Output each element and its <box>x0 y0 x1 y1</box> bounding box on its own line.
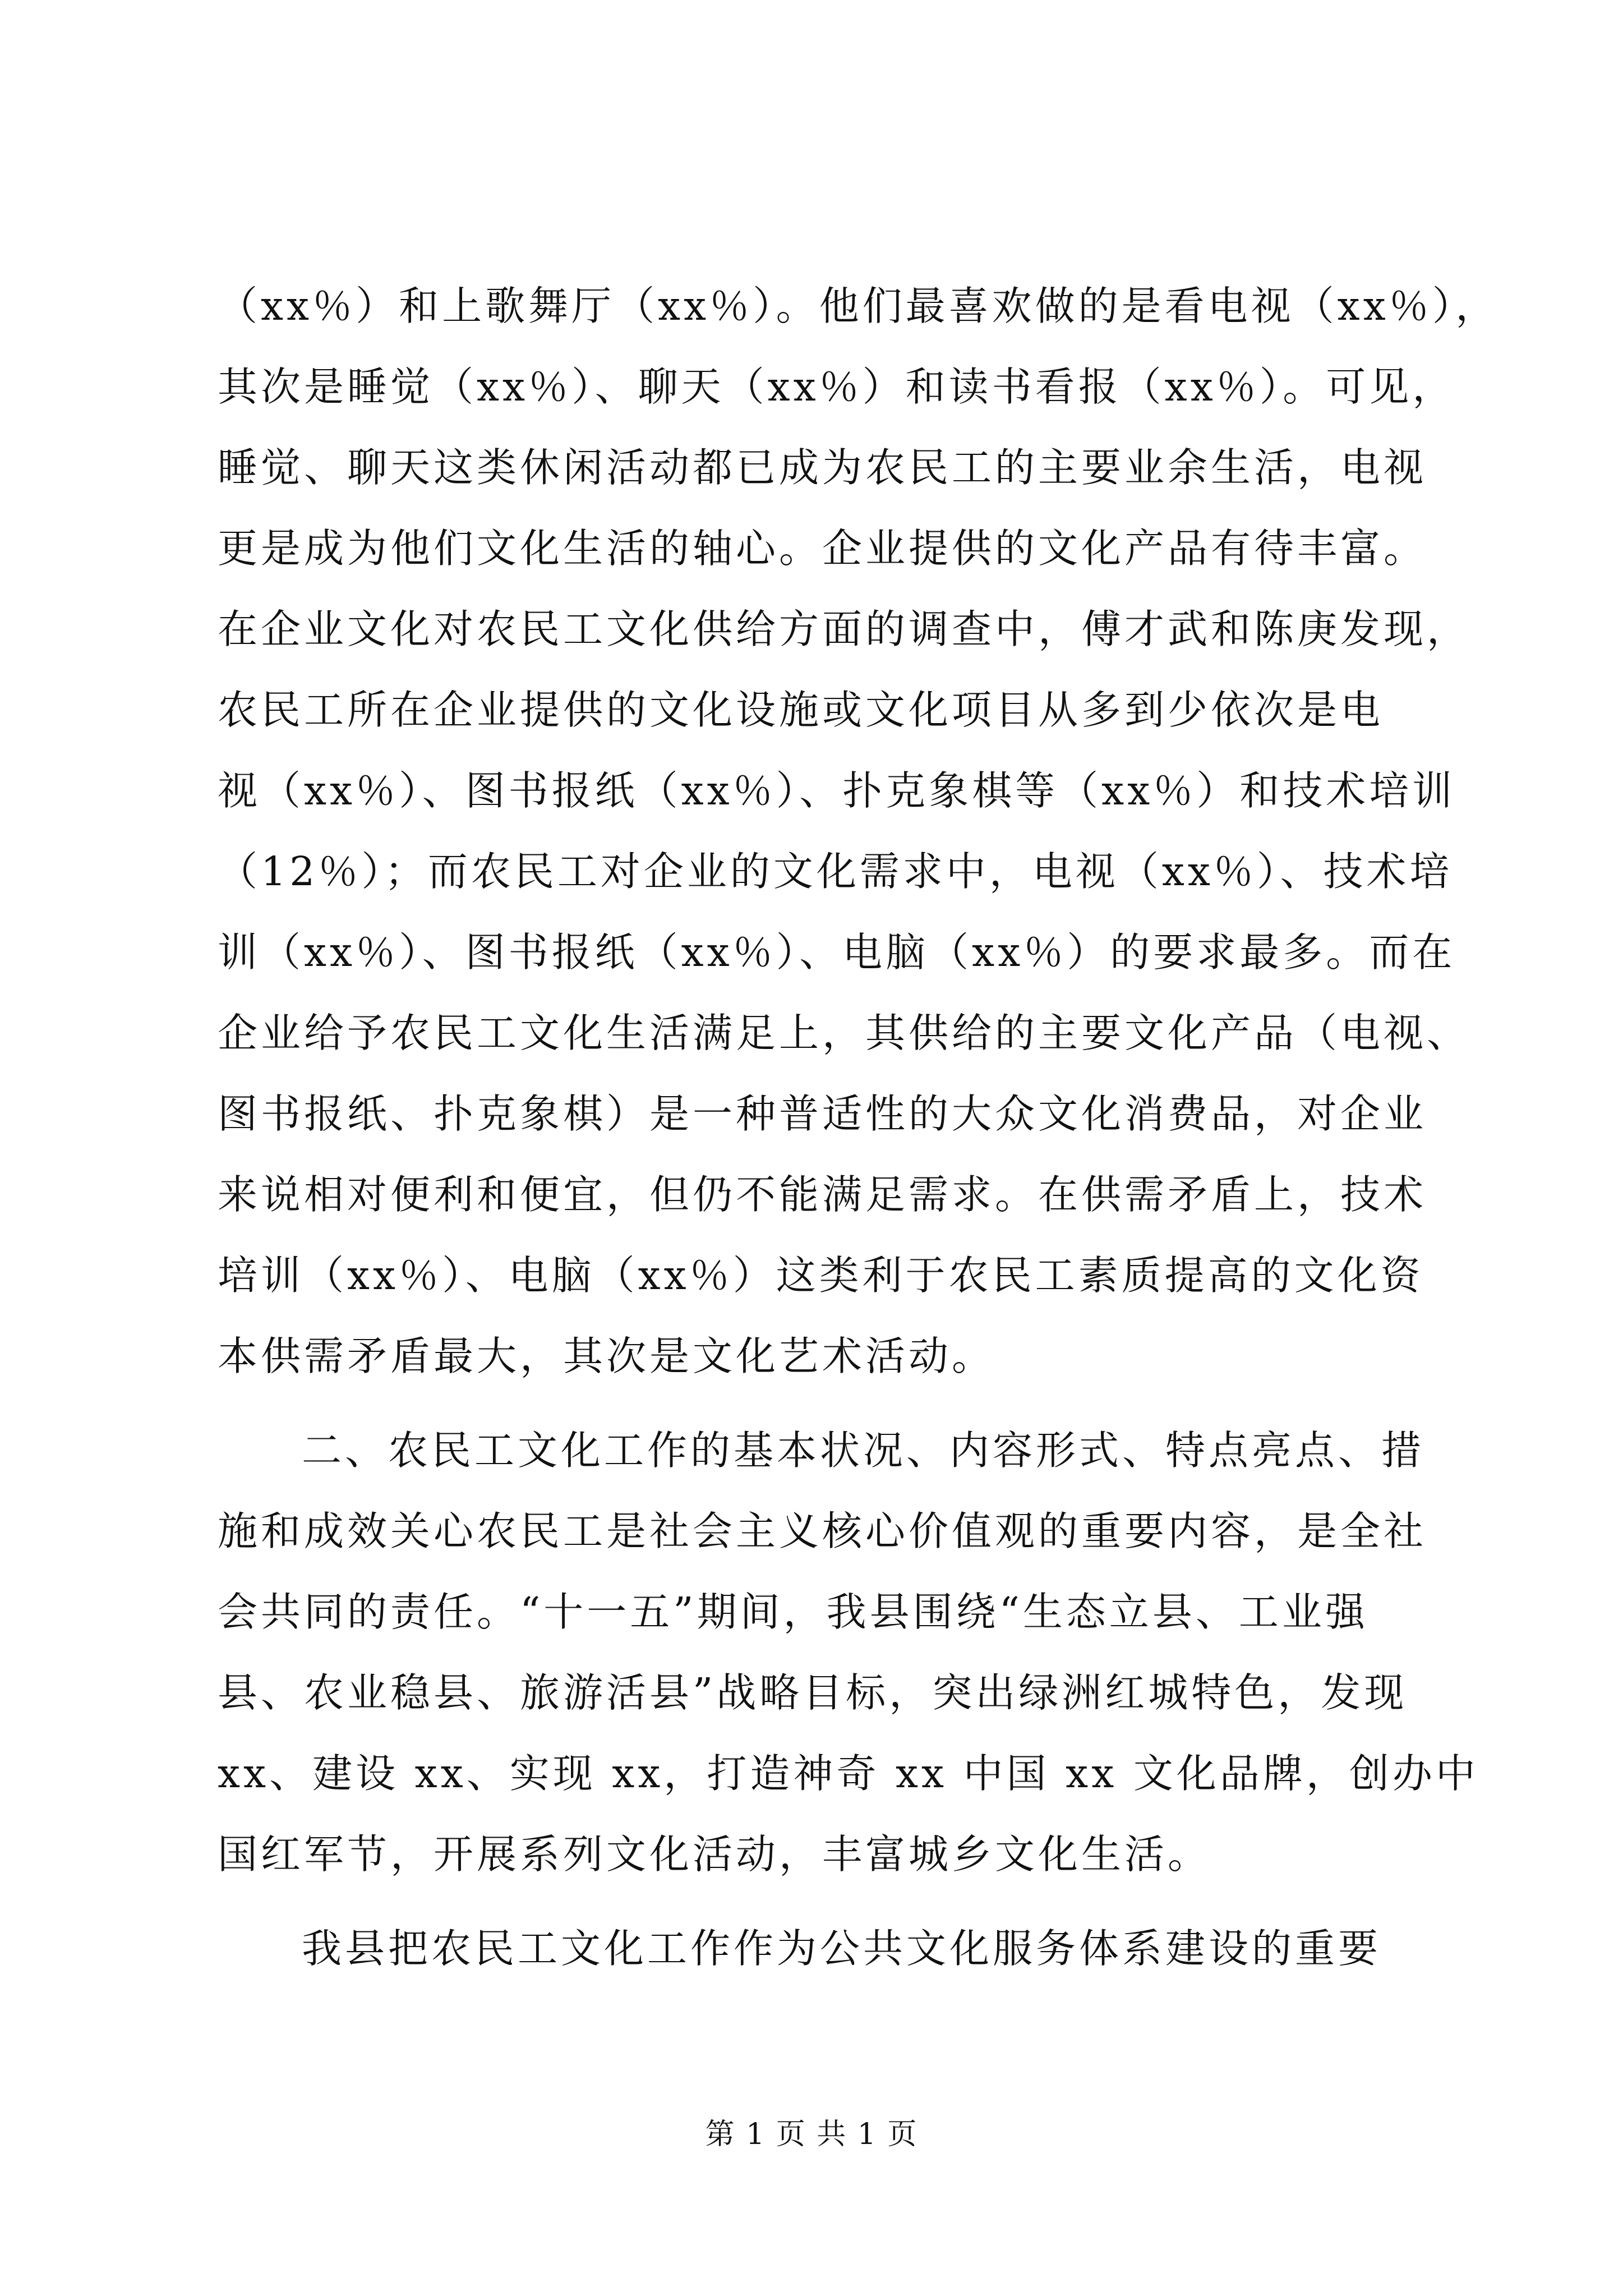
page-number-label: 第 1 页 共 1 页 <box>705 2118 918 2151</box>
text-line: 企业给予农民工文化生活满足上，其供给的主要文化产品（电视、 <box>218 1010 1470 1056</box>
paragraph-3 <box>218 1908 1474 1989</box>
paragraph-2 <box>218 1410 1479 1895</box>
text-line: （xx％）和上歌舞厅（xx％）。他们最喜欢做的是看电视（xx％）， <box>218 283 1499 329</box>
text-line: 在企业文化对农民工文化供给方面的调查中，傅才武和陈庚发现， <box>218 606 1470 652</box>
text-line: 国红军节，开展系列文化活动，丰富城乡文化生活。 <box>218 1831 1211 1878</box>
document-body <box>218 266 1499 1989</box>
text-line: 施和成效关心农民工是社会主义核心价值观的重要内容，是全社 <box>218 1508 1427 1554</box>
text-line: 二、农民工文化工作的基本状况、内容形式、特点亮点、措 <box>302 1427 1425 1474</box>
text-line: 县、农业稳县、旅游活县”战略目标，突出绿洲红城特色，发现 <box>218 1669 1408 1716</box>
text-line: 其次是睡觉（xx％）、聊天（xx％）和读书看报（xx％）。可见， <box>218 364 1456 410</box>
text-line: 我县把农民工文化工作作为公共文化服务体系建设的重要 <box>302 1925 1382 1972</box>
text-line: （12％）；而农民工对企业的文化需求中，电视（xx％）、技术培 <box>218 848 1453 895</box>
page-footer <box>0 2115 1623 2154</box>
text-line: 农民工所在企业提供的文化设施或文化项目从多到少依次是电 <box>218 687 1384 733</box>
text-line: xx、建设 xx、实现 xx，打造神奇 xx 中国 xx 文化品牌，创办中 <box>218 1750 1479 1797</box>
text-line: 训（xx％）、图书报纸（xx％）、电脑（xx％）的要求最多。而在 <box>218 929 1456 976</box>
text-line: 本供需矛盾最大，其次是文化艺术活动。 <box>218 1333 995 1379</box>
text-line: 更是成为他们文化生活的轴心。企业提供的文化产品有待丰富。 <box>218 525 1427 572</box>
paragraph-1 <box>218 266 1499 1397</box>
text-line: 培训（xx％）、电脑（xx％）这类利于农民工素质提高的文化资 <box>218 1252 1424 1299</box>
text-line: 睡觉、聊天这类休闲活动都已成为农民工的主要业余生活，电视 <box>218 444 1427 491</box>
text-line: 会共同的责任。“十一五”期间，我县围绕“生态立县、工业强 <box>218 1589 1368 1635</box>
text-line: 视（xx％）、图书报纸（xx％）、扑克象棋等（xx％）和技术培训 <box>218 767 1456 814</box>
text-line: 来说相对便利和便宜，但仍不能满足需求。在供需矛盾上，技术 <box>218 1171 1427 1218</box>
text-line: 图书报纸、扑克象棋）是一种普适性的大众文化消费品，对企业 <box>218 1091 1427 1137</box>
